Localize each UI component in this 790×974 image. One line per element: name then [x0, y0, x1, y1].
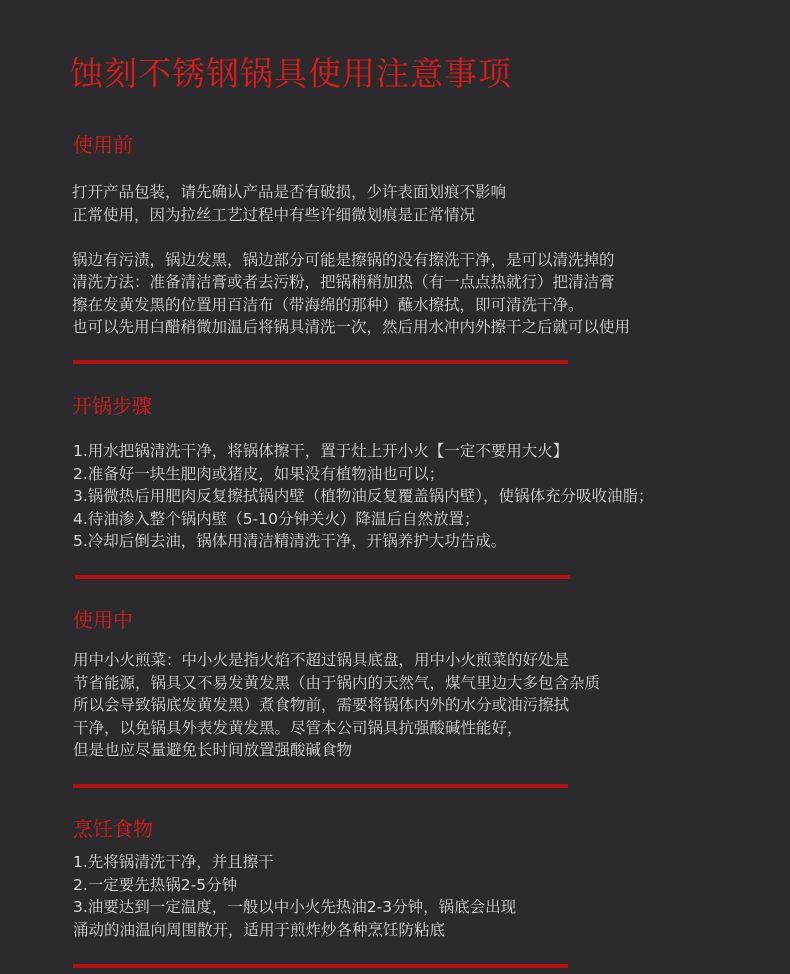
- section-heading-before-use: 使用前: [73, 133, 133, 157]
- step-line: 3.油要达到一定温度，一般以中小火先热油2-3分钟，锅底会出现: [73, 898, 517, 916]
- section-body-before-use: [72, 181, 630, 339]
- text-line: 节省能源，锅具又不易发黄发黑（由于锅内的天然气，煤气里边大多包含杂质: [73, 673, 601, 692]
- section-body-during-use: [73, 649, 600, 762]
- text-line: 也可以先用白醋稍微加温后将锅具清洗一次，然后用水冲内外擦干之后就可以使用: [72, 318, 631, 336]
- blank-line: [72, 226, 630, 249]
- step-line: 4.待油渗入整个锅内壁（5-10分钟关火）降温后自然放置；: [73, 509, 480, 528]
- step-line: 5.冷却后倒去油，锅体用清洁精清洗干净，开锅养护大功告成。: [73, 532, 507, 550]
- section-divider: [73, 360, 568, 364]
- step-line: 1.先将锅清洗干净，并且擦干: [73, 853, 274, 871]
- text-line: 打开产品包装，请先确认产品是否有破损，少许表面划痕不影响: [72, 183, 507, 201]
- section-heading-during-use: 使用中: [73, 608, 133, 632]
- step-line: 3.锅微热后用肥肉反复擦拭锅内壁（植物油反复覆盖锅内壁），使锅体充分吸收油脂；: [73, 487, 654, 505]
- text-line: 干净，以免锅具外表发黄发黑。尽管本公司锅具抗强酸碱性能好，: [73, 718, 523, 737]
- text-line: 用中小火煎菜：中小火是指火焰不超过锅具底盘，用中小火煎菜的好处是: [73, 651, 570, 669]
- text-line: 清洗方法：准备清洁膏或者去污粉，把锅稍稍加热（有一点点热就行）把清洁膏: [72, 273, 615, 291]
- step-line: 2.一定要先热锅2-5分钟: [73, 875, 238, 894]
- page-title: 蚀刻不锈钢锅具使用注意事项: [70, 54, 512, 93]
- section-body-seasoning-steps: [73, 440, 654, 553]
- section-heading-seasoning-steps: 开锅步骤: [72, 394, 152, 418]
- text-line: 但是也应尽量避免长时间放置强酸碱食物: [73, 741, 353, 759]
- section-heading-cooking: 烹饪食物: [73, 817, 153, 841]
- section-body-cooking: [73, 851, 516, 941]
- text-line: 正常使用，因为拉丝工艺过程中有些许细微划痕是正常情况: [72, 205, 476, 224]
- section-divider: [73, 784, 568, 788]
- text-line: 擦在发黄发黑的位置用百洁布（带海绵的那种）蘸水擦拭，即可清洗干净。: [72, 295, 584, 314]
- text-line: 锅边有污渍，锅边发黑，锅边部分可能是擦锅的没有擦洗干净，是可以清洗掉的: [72, 250, 615, 269]
- step-line: 涌动的油温向周围散开，适用于煎炸炒各种烹饪防粘底: [73, 920, 446, 939]
- text-line: 所以会导致锅底发黄发黑）煮食物前，需要将锅体内外的水分或油污擦拭: [73, 696, 570, 714]
- section-divider: [73, 964, 568, 968]
- step-line: 2.准备好一块生肥肉或猪皮，如果没有植物油也可以；: [73, 464, 445, 483]
- section-divider: [75, 575, 570, 579]
- step-line: 1.用水把锅清洗干净，将锅体擦干，置于灶上开小火【一定不要用大火】: [73, 442, 569, 460]
